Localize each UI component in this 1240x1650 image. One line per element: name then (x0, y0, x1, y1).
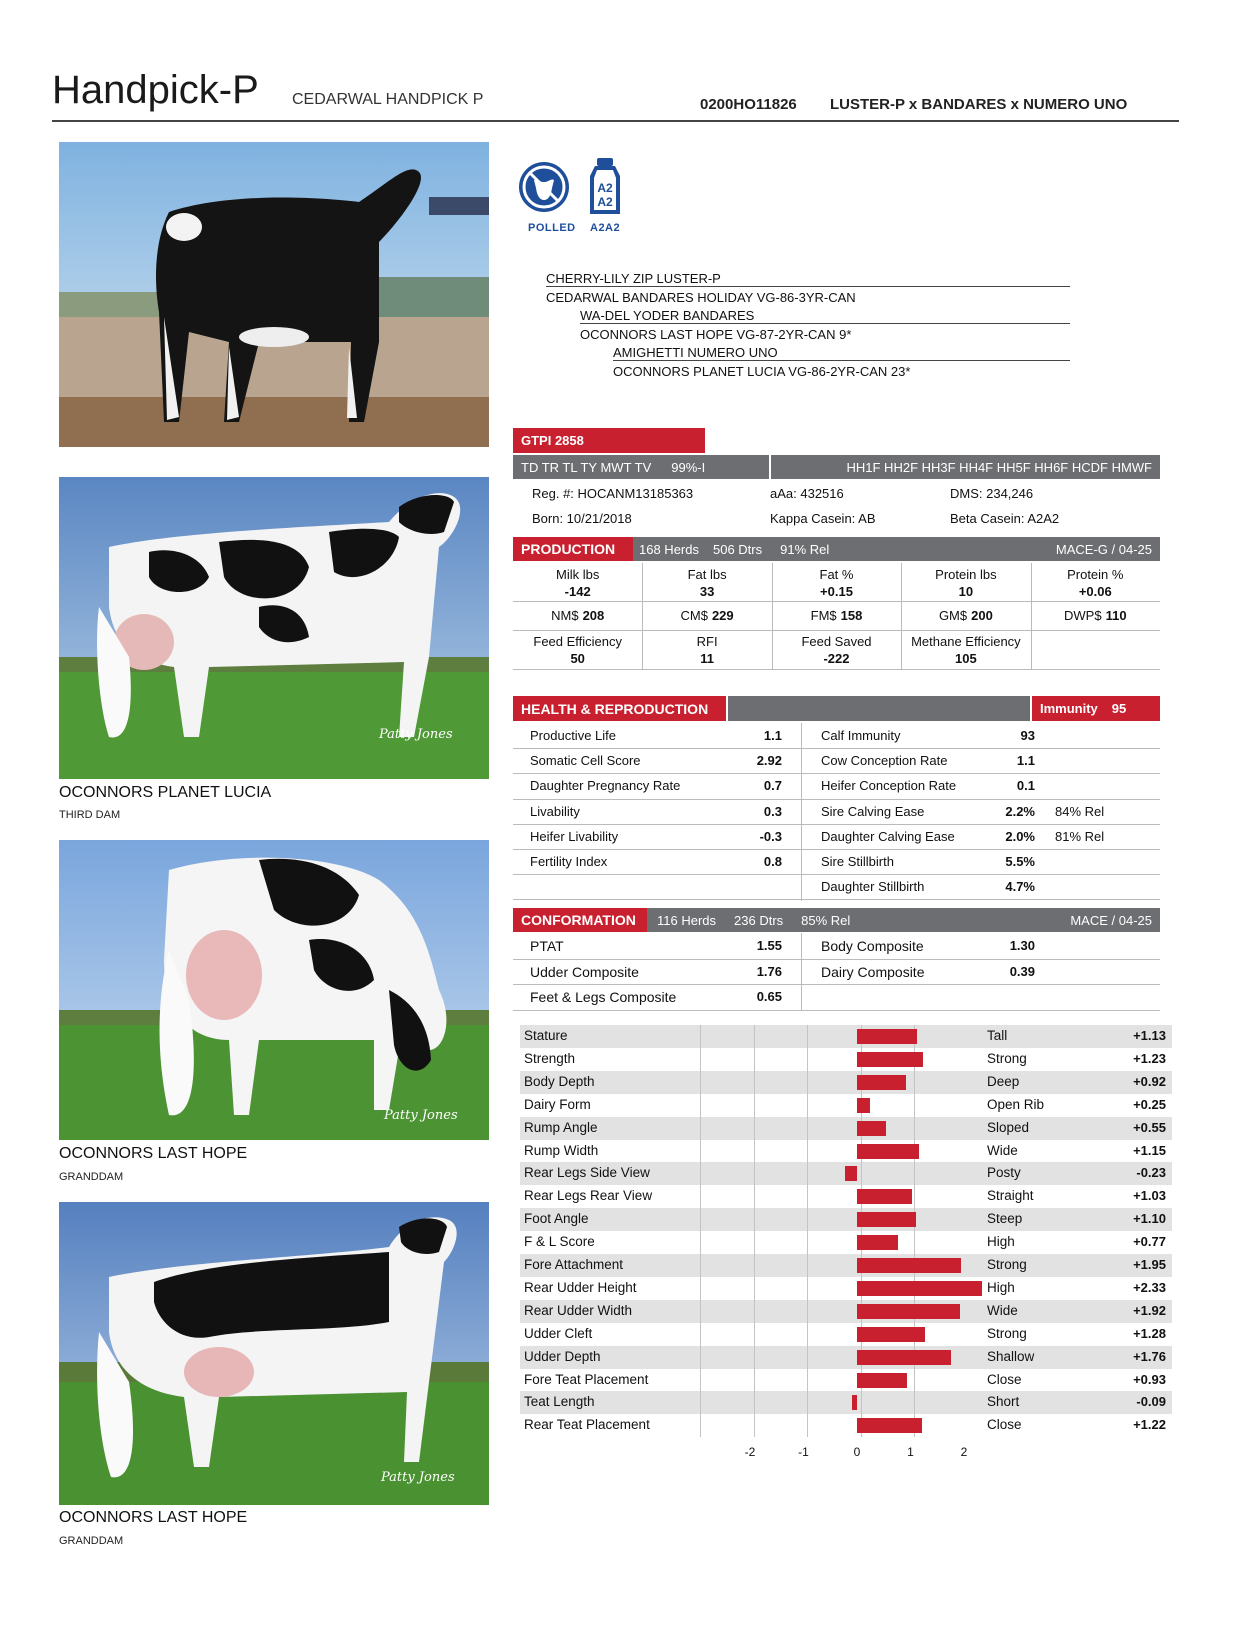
haplotype-bar (771, 455, 1160, 479)
third-dam-photo (59, 477, 489, 779)
health-trait-value: 1.1 (1016, 753, 1035, 769)
trait-row (520, 1185, 1172, 1208)
index-cell (772, 608, 901, 623)
health-trait-label: Sire Calving Ease (821, 803, 925, 819)
index-value: 229 (711, 608, 734, 623)
trait-bar (857, 1235, 898, 1250)
trait-descriptor: Close (987, 1417, 1022, 1433)
health-header: HEALTH & REPRODUCTION (513, 696, 726, 721)
granddam-label-1: GRANDDAM (59, 1171, 124, 1183)
grid-divider (513, 601, 1160, 602)
trait-value: +1.22 (1133, 1417, 1166, 1433)
trait-bar (857, 1075, 906, 1090)
x-tick-label: -1 (798, 1445, 809, 1460)
immunity-badge (1032, 696, 1160, 721)
bull-photo (59, 142, 489, 447)
index-label: NM$ (551, 608, 579, 623)
health-bar-fill (728, 696, 1030, 721)
trait-row (520, 1094, 1172, 1117)
conformation-header: CONFORMATION (513, 908, 647, 932)
health-trait-value: 5.5% (1005, 854, 1035, 869)
kappa-casein: Kappa Casein: AB (770, 511, 876, 526)
health-trait-label: Fertility Index (530, 854, 608, 869)
trait-value: +1.13 (1133, 1028, 1166, 1043)
efficiency-label: Feed Efficiency (533, 634, 623, 649)
polled-icon (517, 160, 571, 214)
trait-value: +1.23 (1133, 1050, 1166, 1066)
gtpi-traits-bar (513, 455, 769, 479)
efficiency-label: Feed Saved (801, 634, 872, 649)
trait-value: +0.93 (1133, 1371, 1166, 1387)
trait-descriptor: Straight (987, 1188, 1034, 1204)
trait-row (520, 1391, 1172, 1414)
third-dam-caption: OCONNORS PLANET LUCIA (59, 784, 272, 801)
conformation-reliability: 85% Rel (801, 912, 851, 928)
trait-bar (857, 1258, 961, 1273)
index-value: 158 (840, 608, 863, 623)
trait-value: +1.10 (1133, 1211, 1166, 1227)
trait-bar (857, 1327, 925, 1342)
trait-row (520, 1048, 1172, 1071)
trait-bar (857, 1121, 886, 1136)
health-trait-label: Daughter Stillbirth (821, 879, 925, 895)
pedigree-mggs: AMIGHETTI NUMERO UNO (613, 345, 778, 360)
aaa-code: aAa: 432516 (770, 486, 844, 501)
chart-gridline (700, 1025, 701, 1437)
index-value: 200 (971, 608, 993, 623)
conformation-herds: 116 Herds (657, 912, 717, 928)
conformation-daughters: 236 Dtrs (734, 912, 784, 928)
trait-value: +1.76 (1133, 1348, 1166, 1364)
trait-bar (857, 1304, 960, 1319)
beta-casein: Beta Casein: A2A2 (950, 511, 1060, 526)
health-trait-value: 2.2% (1005, 803, 1035, 819)
grid-divider (513, 849, 1160, 850)
production-value: 10 (958, 584, 974, 599)
trait-name: Udder Cleft (524, 1325, 593, 1341)
haplotypes: HH1F HH2F HH3F HH4F HH5F HH6F HCDF HMWF (846, 459, 1152, 475)
trait-bar (857, 1052, 923, 1067)
production-label: Fat % (819, 567, 854, 582)
trait-row (520, 1300, 1172, 1323)
photographer-signature: Patty Jones (379, 727, 453, 742)
production-label: Protein % (1067, 567, 1124, 582)
conformation-value: 0.65 (756, 989, 782, 1004)
trait-bar (857, 1098, 870, 1113)
photographer-signature: Patty Jones (384, 1108, 458, 1123)
conformation-label: PTAT (530, 938, 564, 954)
health-trait-value: -0.3 (759, 828, 782, 844)
polled-label: POLLED (528, 222, 576, 234)
efficiency-value: 50 (570, 651, 585, 666)
trait-descriptor: Strong (987, 1257, 1027, 1272)
pedigree-third-dam: OCONNORS PLANET LUCIA VG-86-2YR-CAN 23* (613, 364, 911, 379)
birth-date: Born: 10/21/2018 (532, 511, 632, 526)
sire-code: 0200HO11826 (700, 96, 797, 113)
trait-bar (857, 1373, 907, 1388)
health-trait-value: 0.8 (763, 854, 782, 869)
a2-text: A2 (597, 181, 613, 195)
trait-bar (845, 1166, 857, 1181)
trait-descriptor: Strong (987, 1325, 1027, 1341)
trait-name: Fore Teat Placement (524, 1371, 649, 1387)
trait-row (520, 1414, 1172, 1437)
production-herds: 168 Herds (639, 541, 699, 557)
health-trait-value: 0.7 (763, 778, 782, 794)
trait-row (520, 1140, 1172, 1163)
chart-gridline (754, 1025, 755, 1437)
pedigree-granddam: OCONNORS LAST HOPE VG-87-2YR-CAN 9* (580, 327, 852, 342)
trait-value: +0.25 (1133, 1096, 1166, 1112)
granddam-photo-2 (59, 1202, 489, 1505)
registered-name: CEDARWAL HANDPICK P (292, 91, 484, 108)
pedigree-divider (580, 323, 1070, 324)
pedigree-divider (546, 286, 1070, 287)
trait-descriptor: Strong (987, 1050, 1027, 1066)
third-dam-label: THIRD DAM (59, 809, 121, 821)
grid-divider (513, 1010, 1160, 1011)
conformation-value: 1.30 (1009, 938, 1035, 953)
production-value: -142 (564, 584, 591, 599)
index-label: GM$ (938, 608, 968, 623)
trait-descriptor: Close (987, 1371, 1022, 1387)
health-trait-label: Heifer Livability (530, 828, 619, 844)
health-trait-label: Sire Stillbirth (821, 854, 894, 869)
grid-divider (513, 874, 1160, 875)
production-label: Protein lbs (935, 567, 997, 582)
conformation-stats-bar (647, 908, 1160, 932)
grid-divider (513, 959, 1160, 960)
production-stats-bar (633, 537, 1160, 561)
grid-divider (513, 630, 1160, 631)
efficiency-value: 105 (955, 651, 977, 666)
header-divider (52, 120, 1179, 122)
trait-row (520, 1254, 1172, 1277)
trait-name: Rear Udder Height (524, 1279, 637, 1295)
trait-descriptor: Sloped (987, 1119, 1030, 1135)
grid-divider (513, 669, 1160, 670)
efficiency-label: Methane Efficiency (911, 634, 1021, 649)
conformation-label: Body Composite (821, 938, 924, 954)
pedigree-summary: LUSTER-P x BANDARES x NUMERO UNO (830, 96, 1128, 113)
trait-bar (857, 1281, 982, 1296)
trait-descriptor: Deep (987, 1073, 1020, 1089)
trait-row (520, 1208, 1172, 1231)
production-value: +0.15 (820, 584, 853, 599)
x-tick-label: -2 (744, 1445, 756, 1460)
chart-gridline (914, 1025, 915, 1437)
production-source: MACE-G / 04-25 (1055, 541, 1152, 557)
index-label: DWP$ (1064, 608, 1102, 623)
a2-milk-icon (588, 158, 622, 216)
trait-value: +1.03 (1133, 1188, 1166, 1204)
granddam-photo-1 (59, 840, 489, 1140)
trait-row (520, 1346, 1172, 1369)
page-title: Handpick-P (52, 68, 259, 112)
trait-value: +0.55 (1133, 1119, 1166, 1135)
efficiency-value: 11 (700, 651, 714, 666)
trait-descriptor: Shallow (987, 1348, 1035, 1364)
x-tick-label: 2 (960, 1445, 968, 1460)
trait-name: Rear Udder Width (524, 1302, 633, 1318)
pedigree-dam: CEDARWAL BANDARES HOLIDAY VG-86-3YR-CAN (546, 290, 856, 305)
trait-value: +0.77 (1133, 1234, 1166, 1250)
trait-name: F & L Score (524, 1234, 595, 1250)
grid-divider (513, 748, 1160, 749)
trait-name: Rear Legs Rear View (524, 1188, 653, 1204)
trait-bar (857, 1029, 917, 1044)
conformation-source: MACE / 04-25 (1070, 912, 1152, 928)
trait-name: Foot Angle (524, 1211, 589, 1227)
trait-name: Rear Teat Placement (524, 1417, 650, 1433)
trait-name: Strength (524, 1050, 576, 1066)
production-daughters: 506 Dtrs (712, 541, 763, 557)
grid-divider (513, 773, 1160, 774)
health-trait-reliability: 81% Rel (1055, 828, 1105, 844)
trait-value: -0.09 (1136, 1394, 1166, 1410)
health-trait-value: 1.1 (763, 728, 782, 743)
pedigree-mgs: WA-DEL YODER BANDARES (580, 308, 755, 323)
efficiency-label: RFI (696, 634, 718, 649)
trait-name: Rear Legs Side View (524, 1165, 650, 1181)
trait-descriptor: High (987, 1234, 1015, 1250)
health-trait-value: 0.1 (1016, 778, 1035, 794)
trait-name: Fore Attachment (524, 1257, 624, 1272)
grid-divider (513, 984, 1160, 985)
trait-name: Rump Angle (524, 1119, 598, 1135)
pedigree-sire: CHERRY-LILY ZIP LUSTER-P (546, 271, 721, 286)
trait-descriptor: Wide (987, 1302, 1018, 1318)
trait-row (520, 1369, 1172, 1392)
index-cell (1031, 608, 1160, 623)
grid-divider (513, 824, 1160, 825)
health-trait-value: 2.92 (756, 753, 782, 769)
trait-bar (852, 1395, 857, 1410)
health-trait-reliability: 84% Rel (1055, 803, 1105, 819)
index-cell (642, 608, 771, 623)
trait-value: +1.15 (1133, 1142, 1166, 1158)
index-value: 110 (1105, 608, 1127, 623)
gtpi-traits: TD TR TL TY MWT TV (521, 459, 652, 475)
trait-descriptor: High (987, 1279, 1015, 1295)
trait-name: Dairy Form (524, 1096, 591, 1112)
photographer-signature: Patty Jones (381, 1470, 455, 1485)
trait-name: Rump Width (524, 1142, 599, 1158)
health-trait-label: Daughter Calving Ease (821, 828, 955, 844)
production-label: Milk lbs (556, 567, 600, 582)
trait-value: +1.92 (1133, 1302, 1166, 1318)
index-label: CM$ (680, 608, 708, 623)
trait-value: +1.95 (1133, 1257, 1166, 1272)
efficiency-value: -222 (823, 651, 850, 666)
trait-name: Udder Depth (524, 1348, 601, 1364)
conformation-label: Dairy Composite (821, 963, 925, 980)
registration-number: Reg. #: HOCANM13185363 (532, 486, 694, 501)
health-trait-value: 0.3 (763, 803, 782, 819)
production-value: +0.06 (1078, 584, 1112, 599)
trait-row (520, 1277, 1172, 1300)
production-reliability: 91% Rel (780, 541, 830, 557)
health-trait-label: Calf Immunity (821, 728, 901, 743)
granddam-caption-1: OCONNORS LAST HOPE (59, 1145, 248, 1162)
grid-divider (801, 933, 802, 1010)
grid-divider (513, 799, 1160, 800)
production-value: 33 (699, 584, 715, 599)
conformation-label: Feet & Legs Composite (530, 989, 677, 1005)
health-trait-label: Somatic Cell Score (530, 753, 641, 769)
trait-bar (857, 1189, 912, 1204)
immunity-value: 95 (1111, 701, 1127, 716)
trait-descriptor: Open Rib (987, 1096, 1045, 1112)
trait-bar (857, 1350, 951, 1365)
immunity-label: Immunity (1040, 701, 1098, 716)
index-cell (901, 608, 1030, 623)
health-trait-value: 4.7% (1005, 879, 1035, 895)
conformation-label: Udder Composite (530, 963, 639, 980)
health-trait-value: 93 (1020, 728, 1035, 743)
trait-bar (857, 1418, 922, 1433)
production-header: PRODUCTION (513, 537, 633, 561)
a2-text: A2 (597, 195, 613, 209)
trait-row (520, 1231, 1172, 1254)
trait-row (520, 1323, 1172, 1346)
index-label: FM$ (810, 608, 837, 623)
production-label: Fat lbs (687, 567, 727, 582)
trait-descriptor: Wide (987, 1142, 1018, 1158)
conformation-value: 1.76 (756, 963, 782, 979)
pedigree-divider (613, 360, 1070, 361)
health-trait-label: Productive Life (530, 728, 616, 743)
index-cell (513, 608, 642, 623)
granddam-caption-2: OCONNORS LAST HOPE (59, 1509, 248, 1526)
grid-divider (513, 899, 1160, 900)
trait-bar (857, 1144, 919, 1159)
trait-row (520, 1025, 1172, 1048)
trait-name: Teat Length (524, 1394, 595, 1410)
trait-value: +0.92 (1133, 1073, 1166, 1089)
health-trait-label: Livability (530, 803, 580, 819)
trait-name: Stature (524, 1028, 568, 1043)
conformation-value: 0.39 (1009, 963, 1035, 979)
trait-row (520, 1071, 1172, 1094)
x-tick-label: 1 (907, 1445, 914, 1460)
trait-value: +2.33 (1133, 1279, 1166, 1295)
health-trait-label: Daughter Pregnancy Rate (530, 778, 681, 794)
x-tick-label: 0 (853, 1445, 861, 1460)
health-trait-label: Cow Conception Rate (821, 753, 948, 769)
trait-descriptor: Tall (987, 1028, 1008, 1043)
trait-bar (857, 1212, 916, 1227)
trait-value: -0.23 (1136, 1165, 1166, 1181)
conformation-value: 1.55 (756, 938, 782, 953)
gtpi-badge: GTPI 2858 (513, 428, 705, 453)
a2a2-label: A2A2 (590, 222, 621, 234)
chart-gridline (807, 1025, 808, 1437)
granddam-label-2: GRANDDAM (59, 1535, 124, 1547)
dms-code: DMS: 234,246 (950, 486, 1034, 501)
gtpi-reliability: 99%-I (671, 459, 706, 475)
index-value: 208 (582, 608, 605, 623)
health-trait-value: 2.0% (1005, 828, 1035, 844)
health-trait-label: Heifer Conception Rate (821, 778, 957, 794)
trait-value: +1.28 (1133, 1325, 1166, 1341)
trait-descriptor: Short (987, 1394, 1020, 1410)
trait-name: Body Depth (524, 1073, 595, 1089)
trait-descriptor: Steep (987, 1211, 1023, 1227)
trait-descriptor: Posty (987, 1165, 1021, 1181)
trait-row (520, 1117, 1172, 1140)
